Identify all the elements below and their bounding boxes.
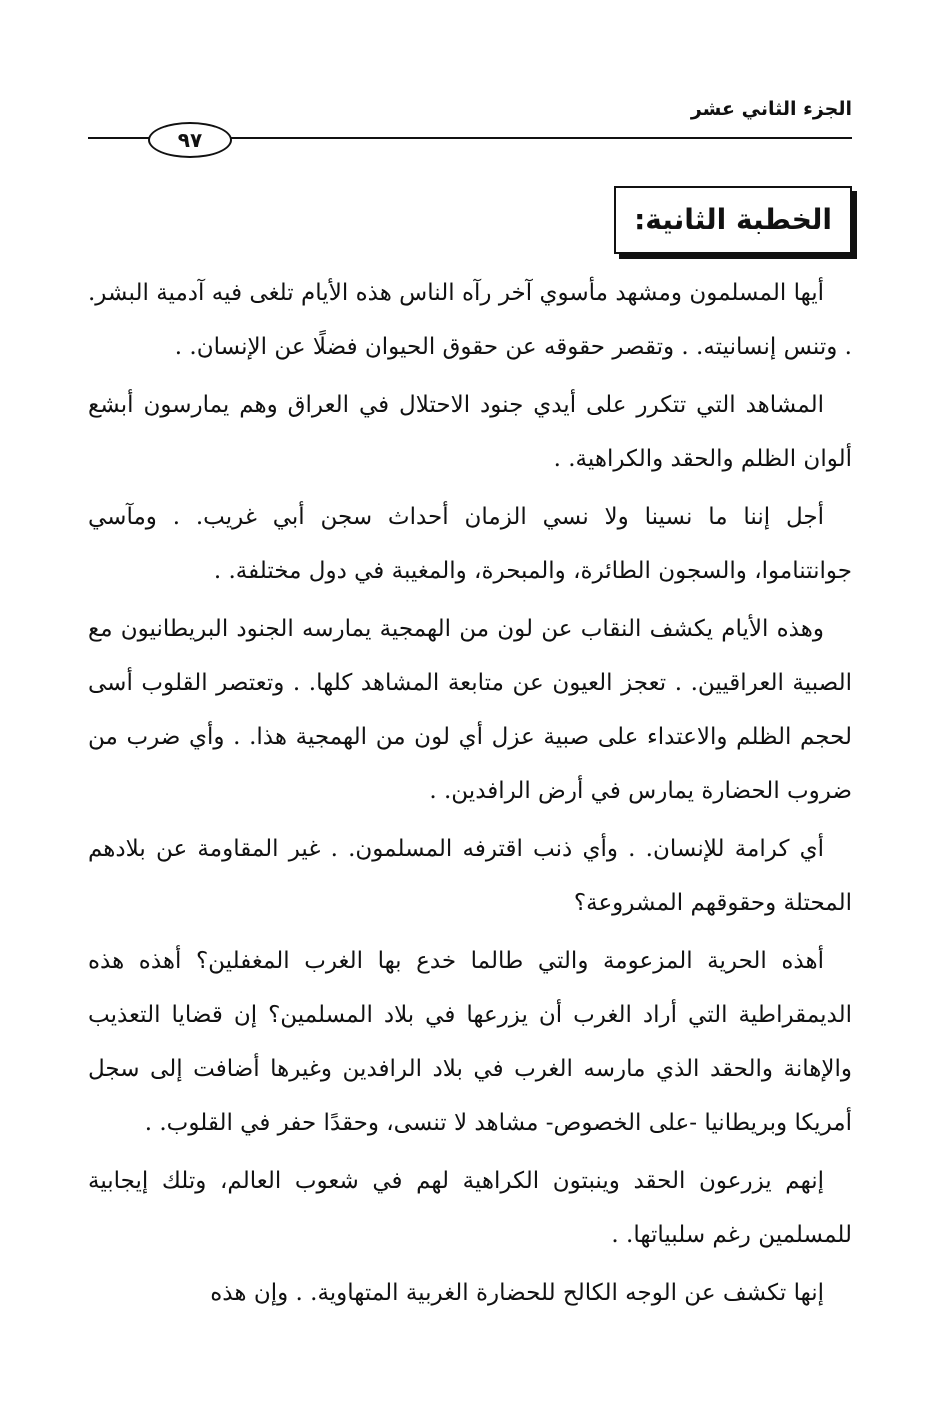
paragraph: أهذه الحرية المزعومة والتي طالما خدع بها الغرب المغفلين؟ أهذه هذه الديمقراطية التي أراد الغرب أن يزرعها في بلاد المسلمين؟ إن قضايا التعذيب والإهانة والحقد الذي مارسه الغرب في بلاد الرافدين وغيرها أضافت إلى سجل أمريكا وبريطانيا -على الخصوص- مشاهد لا تنسى، وحقدًا حفر في القلوب. . [88, 948, 852, 1136]
section-heading: الخطبة الثانية: [634, 203, 832, 236]
running-header-title: الجزء الثاني عشر [690, 98, 852, 120]
paragraph: إنها تكشف عن الوجه الكالح للحضارة الغربية المتهاوية. . وإن هذه [210, 1280, 824, 1306]
paragraph: أيها المسلمون ومشهد مأسوي آخر رآه الناس هذه الأيام تلغى فيه آدمية البشر. . وتنس إنسانيته. . وتقصر حقوقه عن حقوق الحيوان فضلًا عن الإنسان. . [88, 280, 852, 360]
paragraph: وهذه الأيام يكشف النقاب عن لون من الهمجية يمارسه الجنود البريطانيون مع الصبية العراقيين. . تعجز العيون عن متابعة المشاهد كلها. . وتعتصر القلوب أسى لحجم الظلم والاعتداء على صبية عزل أي لون من الهمجية هذا. . وأي ضرب من ضروب الحضارة يمارس في أرض الرافدين. . [88, 616, 852, 804]
body-text [88, 266, 852, 1324]
paragraph: أي كرامة للإنسان. . وأي ذنب اقترفه المسلمون. . غير المقاومة عن بلادهم المحتلة وحقوقهم المشروعة؟ [88, 836, 852, 916]
paragraph: أجل إننا ما نسينا ولا نسي الزمان أحداث سجن أبي غريب. . ومآسي جوانتناموا، والسجون الطائرة، والمبحرة، والمغيبة في دول مختلفة. . [88, 504, 852, 584]
paragraph: إنهم يزرعون الحقد وينبتون الكراهية لهم في شعوب العالم، وتلك إيجابية للمسلمين رغم سلبياتها. . [88, 1168, 852, 1248]
page-number: ٩٧ [148, 122, 232, 158]
section-heading-box [614, 186, 852, 254]
paragraph: المشاهد التي تتكرر على أيدي جنود الاحتلال في العراق وهم يمارسون أبشع ألوان الظلم والحقد والكراهية. . [88, 392, 852, 472]
